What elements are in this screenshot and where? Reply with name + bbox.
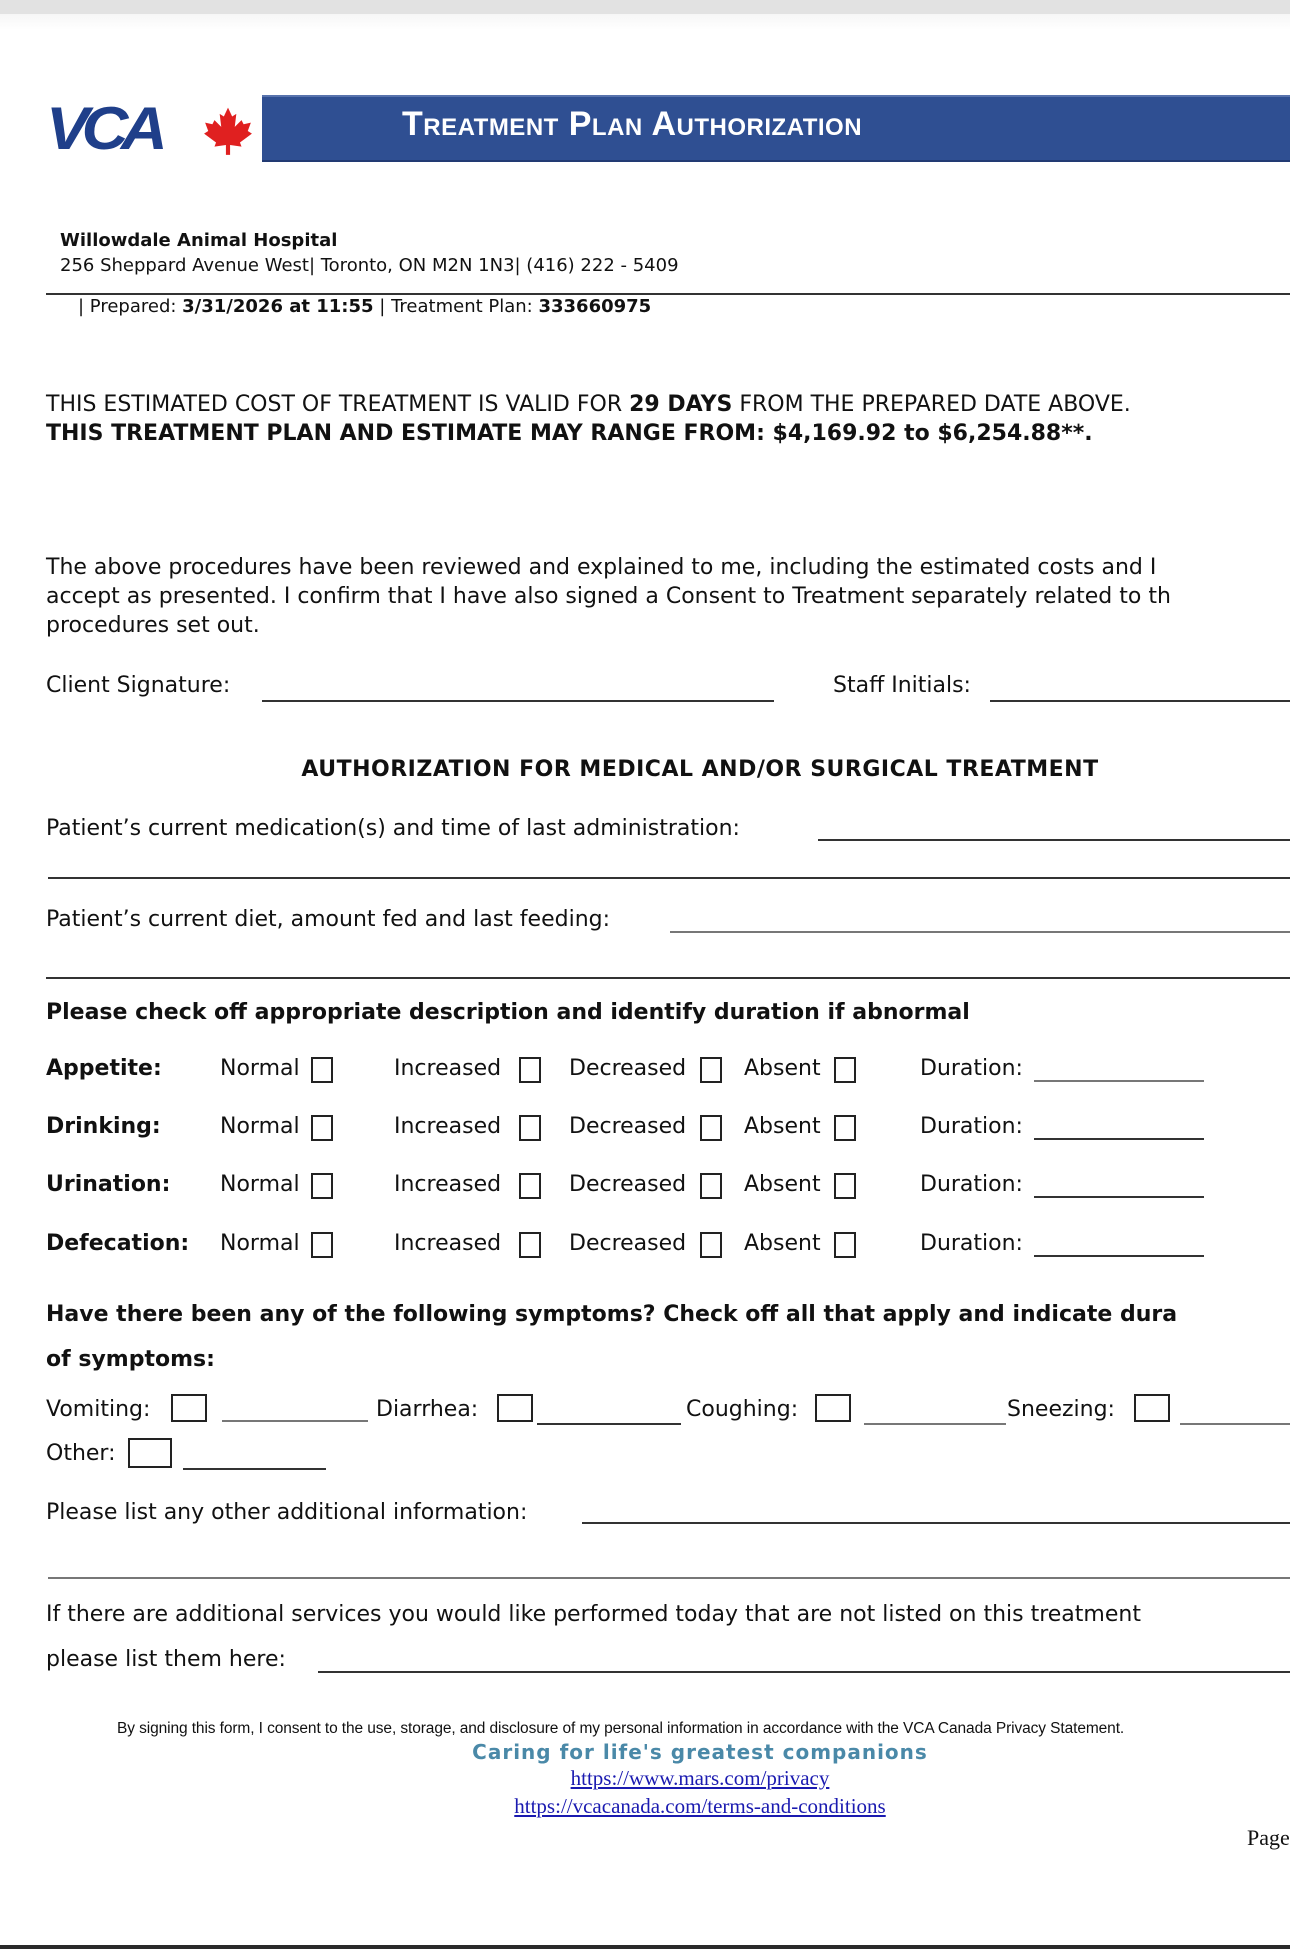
page-number: Page xyxy=(1247,1825,1290,1850)
consent-line: accept as presented. I confirm that I have also signed a Consent to Treatment separately related to th xyxy=(46,584,1171,609)
checklist-absent-checkbox[interactable] xyxy=(834,1057,856,1083)
duration-label: Duration: xyxy=(920,1056,1023,1081)
checklist-normal-checkbox[interactable] xyxy=(311,1057,333,1083)
symptoms-heading-line2: of symptoms: xyxy=(46,1347,215,1372)
checklist-absent-checkbox[interactable] xyxy=(834,1115,856,1141)
consent-paragraph xyxy=(46,553,1290,640)
duration-field[interactable] xyxy=(1034,1196,1204,1198)
prepared-date: 3/31/2026 at 11:55 xyxy=(182,296,374,317)
duration-label: Duration: xyxy=(920,1172,1023,1197)
prepared-info xyxy=(78,296,651,317)
symptom-diarrhea-duration[interactable] xyxy=(537,1423,681,1425)
checklist-row-label: Drinking: xyxy=(46,1114,161,1139)
header-divider xyxy=(46,293,1290,295)
checklist-decreased-checkbox[interactable] xyxy=(700,1232,722,1258)
range-to: to xyxy=(896,421,938,446)
symptom-sneezing-checkbox[interactable] xyxy=(1134,1394,1170,1422)
checklist-row-label: Defecation: xyxy=(46,1231,190,1256)
symptoms-heading-line1: Have there been any of the following symptoms? Check off all that apply and indicate dura xyxy=(46,1302,1178,1327)
symptom-other-duration[interactable] xyxy=(183,1468,326,1470)
validity-statement xyxy=(46,392,1131,417)
checklist-decreased-checkbox[interactable] xyxy=(700,1173,722,1199)
privacy-link[interactable]: https://www.mars.com/privacy xyxy=(570,1766,830,1790)
checklist-increased-checkbox[interactable] xyxy=(519,1232,541,1258)
symptom-sneezing-label: Sneezing: xyxy=(1007,1397,1115,1422)
hospital-name: Willowdale Animal Hospital xyxy=(60,230,338,251)
checklist-row-label: Appetite: xyxy=(46,1056,162,1081)
medication-label: Patient’s current medication(s) and time of last administration: xyxy=(46,816,740,841)
viewer-bottom-bar xyxy=(0,1945,1290,1949)
terms-link[interactable]: https://vcacanada.com/terms-and-conditions xyxy=(514,1794,886,1818)
privacy-link-row xyxy=(0,1766,1290,1791)
symptom-coughing-label: Coughing: xyxy=(686,1397,799,1422)
terms-link-row xyxy=(0,1794,1290,1819)
checklist-option-label: Normal xyxy=(220,1231,300,1256)
checklist-option-label: Increased xyxy=(394,1056,502,1081)
symptom-vomiting-label: Vomiting: xyxy=(46,1397,151,1422)
diet-field[interactable] xyxy=(670,931,1290,933)
checklist-option-label: Normal xyxy=(220,1056,300,1081)
validity-suffix: FROM THE PREPARED DATE ABOVE. xyxy=(732,392,1131,417)
plan-number: 333660975 xyxy=(538,296,652,317)
checklist-decreased-checkbox[interactable] xyxy=(700,1057,722,1083)
checklist-normal-checkbox[interactable] xyxy=(311,1232,333,1258)
checklist-normal-checkbox[interactable] xyxy=(311,1115,333,1141)
checklist-increased-checkbox[interactable] xyxy=(519,1115,541,1141)
additional-info-label: Please list any other additional information: xyxy=(46,1500,528,1525)
medication-field[interactable] xyxy=(818,839,1290,841)
diet-field-line2[interactable] xyxy=(46,977,1290,979)
checklist-option-label: Decreased xyxy=(569,1172,687,1197)
checklist-option-label: Absent xyxy=(744,1172,821,1197)
symptom-vomiting-checkbox[interactable] xyxy=(171,1394,207,1422)
range-prefix: THIS TREATMENT PLAN AND ESTIMATE MAY RANGE FROM: xyxy=(46,421,773,446)
checklist-increased-checkbox[interactable] xyxy=(519,1057,541,1083)
symptom-diarrhea-label: Diarrhea: xyxy=(376,1397,479,1422)
checklist-option-label: Decreased xyxy=(569,1114,687,1139)
authorization-heading: AUTHORIZATION FOR MEDICAL AND/OR SURGICAL TREATMENT xyxy=(301,757,1099,782)
tagline: Caring for life's greatest companions xyxy=(472,1740,928,1764)
maple-leaf-icon xyxy=(202,105,254,157)
symptom-coughing-duration[interactable] xyxy=(864,1423,1006,1425)
medication-field-line2[interactable] xyxy=(48,877,1290,879)
plan-label: | Treatment Plan: xyxy=(373,296,539,317)
symptom-other-label: Other: xyxy=(46,1441,116,1466)
checklist-absent-checkbox[interactable] xyxy=(834,1173,856,1199)
symptom-vomiting-duration[interactable] xyxy=(222,1420,368,1422)
diet-label: Patient’s current diet, amount fed and last feeding: xyxy=(46,907,611,932)
additional-info-field[interactable] xyxy=(582,1522,1290,1524)
checklist-option-label: Increased xyxy=(394,1231,502,1256)
validity-prefix: THIS ESTIMATED COST OF TREATMENT IS VALID FOR xyxy=(46,392,630,417)
checklist-option-label: Increased xyxy=(394,1172,502,1197)
checklist-option-label: Decreased xyxy=(569,1231,687,1256)
checklist-option-label: Absent xyxy=(744,1231,821,1256)
client-signature-field[interactable] xyxy=(262,700,774,702)
staff-initials-field[interactable] xyxy=(990,700,1290,702)
staff-initials-label: Staff Initials: xyxy=(833,673,971,698)
checklist-decreased-checkbox[interactable] xyxy=(700,1115,722,1141)
title-banner xyxy=(262,95,1290,162)
hospital-address: 256 Sheppard Avenue West| Toronto, ON M2N 1N3| (416) 222 - 5409 xyxy=(60,255,679,276)
viewer-top-shadow xyxy=(0,14,1290,30)
privacy-note: By signing this form, I consent to the use, storage, and disclosure of my personal information in accordance with the VCA Canada Privacy Statement. xyxy=(117,1720,1125,1737)
symptoms-heading xyxy=(46,1292,1290,1382)
duration-field[interactable] xyxy=(1034,1138,1204,1140)
additional-info-field-line2[interactable] xyxy=(48,1577,1290,1579)
checklist-normal-checkbox[interactable] xyxy=(311,1173,333,1199)
page-title: Treatment Plan Authorization xyxy=(402,105,863,143)
client-signature-label: Client Signature: xyxy=(46,673,231,698)
checklist-increased-checkbox[interactable] xyxy=(519,1173,541,1199)
range-high: $6,254.88**. xyxy=(937,421,1093,446)
checklist-heading: Please check off appropriate description and identify duration if abnormal xyxy=(46,1000,970,1025)
estimate-range xyxy=(46,421,1093,446)
duration-field[interactable] xyxy=(1034,1255,1204,1257)
viewer-top-bar xyxy=(0,0,1290,14)
checklist-option-label: Absent xyxy=(744,1114,821,1139)
vca-logo xyxy=(46,95,258,162)
symptom-diarrhea-checkbox[interactable] xyxy=(497,1394,533,1422)
checklist-option-label: Increased xyxy=(394,1114,502,1139)
additional-services-field[interactable] xyxy=(318,1671,1290,1673)
additional-services-label-line2: please list them here: xyxy=(46,1647,286,1672)
checklist-absent-checkbox[interactable] xyxy=(834,1232,856,1258)
duration-field[interactable] xyxy=(1034,1080,1204,1082)
checklist-row-label: Urination: xyxy=(46,1172,171,1197)
validity-days: 29 DAYS xyxy=(629,392,733,417)
duration-label: Duration: xyxy=(920,1114,1023,1139)
checklist-option-label: Normal xyxy=(220,1114,300,1139)
checklist-option-label: Normal xyxy=(220,1172,300,1197)
symptom-other-checkbox[interactable] xyxy=(128,1438,172,1468)
checklist-option-label: Absent xyxy=(744,1056,821,1081)
symptom-sneezing-duration[interactable] xyxy=(1180,1423,1290,1425)
consent-line: The above procedures have been reviewed and explained to me, including the estimated costs and I xyxy=(46,555,1157,580)
duration-label: Duration: xyxy=(920,1231,1023,1256)
additional-services-label: If there are additional services you would like performed today that are not listed on this treatment xyxy=(46,1602,1141,1627)
logo-text: VCA xyxy=(46,95,161,162)
checklist-option-label: Decreased xyxy=(569,1056,687,1081)
prepared-prefix: | Prepared: xyxy=(78,296,183,317)
consent-line: procedures set out. xyxy=(46,613,260,638)
range-low: $4,169.92 xyxy=(772,421,897,446)
symptom-coughing-checkbox[interactable] xyxy=(815,1394,851,1422)
